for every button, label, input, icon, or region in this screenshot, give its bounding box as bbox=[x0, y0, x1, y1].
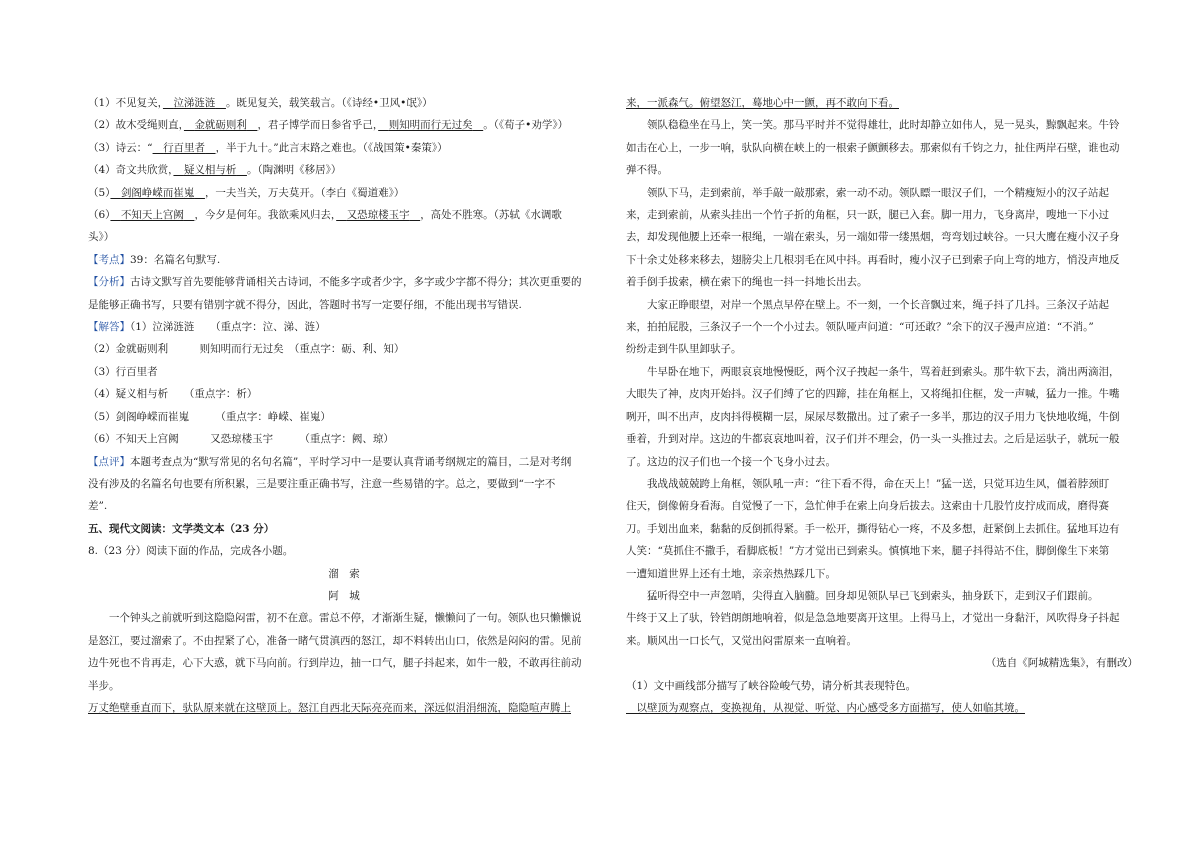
fenxi-line-2: 是能够正确书写，只要有错别字就不得分，因此，答题时书写一定要仔细，不能出现书写错误. bbox=[88, 298, 522, 311]
paragraph-line: 如击在心上，一步一响，驮队向横在峡上的一根索子颤颤移去。那索似有千钧之力，扯住两岸石壁，谁也动 bbox=[626, 141, 1120, 154]
line-text: （2）故木受绳则直， bbox=[88, 119, 184, 132]
question-line-1 bbox=[88, 92, 600, 114]
left-column bbox=[88, 92, 600, 719]
paragraph-line: 我战战兢兢跨上角框，领队吼一声：“往下看不得，命在天上！”猛一送，只觉耳边生风，僵着脖颈盯 bbox=[647, 477, 1110, 490]
question-line-6 bbox=[88, 204, 600, 226]
question-line-4 bbox=[88, 159, 600, 181]
paragraph-line: 来，走到索前，从索头挂出一个竹子折的角框，只一跃，腿已入套。脚一用力，飞身离岸，嗖地一下小过 bbox=[626, 209, 1109, 222]
answer-text: 则知明而行无过矣 bbox=[388, 119, 473, 132]
paragraph-line: 是怒江，要过溜索了。不由捏紧了心，准备一睹气贯滇西的怒江，却不料转出山口，依然是闷闷的雷。见前 bbox=[88, 634, 582, 647]
line-text: （5） bbox=[88, 186, 111, 199]
answer-text: 疑义相与析 bbox=[183, 164, 237, 177]
paragraph-line: 边牛死也不肯再走，心下大惑，就下马向前。行到岸边，抽一口气，腿子抖起来，如牛一般，不敢再往前动 bbox=[88, 657, 582, 670]
dianping-line bbox=[88, 451, 600, 473]
answer-text: 剑阁峥嵘而崔嵬 bbox=[120, 186, 195, 199]
dianping-line-2: 没有涉及的名篇名句也要有所积累，三是要注重正确书写，注意一些易错的字。总之，要做到“一字不 bbox=[88, 477, 556, 490]
dianping-line-3: 差”. bbox=[88, 500, 108, 513]
answer-blank bbox=[184, 119, 258, 131]
paragraph-line: 牛早卧在地下，两眼哀哀地慢慢眨，两个汉子拽起一条牛，骂着赶到索头。那牛软下去，淌出两滴泪， bbox=[647, 365, 1120, 378]
source-citation: （选自《阿城精选集》，有删改） bbox=[985, 657, 1138, 670]
line-text: （4）奇文共欣赏， bbox=[88, 164, 174, 177]
fenxi-tag: 【分析】 bbox=[88, 276, 130, 289]
jieda-line bbox=[88, 316, 600, 338]
sub-question-1-answer: 以壁顶为观察点，变换视角，从视觉、听觉、内心感受多方面描写，使人如临其境。 bbox=[626, 701, 1025, 714]
jieda-line-2: （2）金就砺则利 则知明而行无过矣 （重点字：砺、利、知） bbox=[88, 343, 405, 356]
fenxi-line bbox=[88, 271, 600, 293]
question-line-6-cont: 头》） bbox=[88, 231, 115, 244]
article-title: 溜 索 bbox=[328, 567, 360, 580]
paragraph-line: 咧开，叫不出声，皮肉抖得模糊一层，屎尿尽数撒出。过了索子一多半，那边的汉子用力飞快地收绳，牛倒 bbox=[626, 410, 1120, 423]
answer-text: 金就砺则利 bbox=[194, 119, 247, 132]
article-author: 阿 城 bbox=[328, 589, 360, 602]
paragraph-line: 大眼失了神，皮肉开始抖。汉子们缚了它的四蹄，挂在角框上，又将绳扣住框，发一声喊，猛力一推。牛嘴 bbox=[626, 388, 1120, 401]
paragraph-line: 来，拍拍屁股，三条汉子一个一个小过去。领队哑声问道：“可还敢？”余下的汉子漫声应道：“不消。” bbox=[626, 321, 1094, 334]
paragraph-line: 了。这边的汉子们也一个接一个飞身小过去。 bbox=[626, 455, 836, 468]
line-text: ，今夕是何年。我欲乘风归去， bbox=[194, 209, 337, 222]
answer-text: 行百里者 bbox=[163, 141, 206, 154]
line-text: 。（《荀子•劝学》） bbox=[483, 119, 569, 132]
line-text: （1）不见复关， bbox=[88, 97, 163, 109]
answer-blank bbox=[163, 97, 226, 109]
underlined-passage: 万丈绝壁垂直而下，驮队原来就在这壁顶上。怒江自西北天际亮亮而来，深远似涓涓细流，隐隐喧声腾上 bbox=[88, 701, 571, 714]
line-text: ，半于九十。”此言末路之难也。（《战国策•秦策》） bbox=[215, 141, 448, 154]
answer-blank bbox=[110, 187, 205, 199]
paragraph-line: 刀。手划出血来，黏黏的反倒抓得紧。手一松开，撕得钻心一疼，不及多想，赶紧倒上去抓住。猛地耳边有 bbox=[626, 522, 1120, 535]
line-text: ，高处不胜寒。（苏轼《水调歌 bbox=[420, 209, 562, 222]
answer-blank bbox=[336, 209, 420, 221]
paragraph-line: 住天，倒像俯身看海。自觉慢了一下，急忙伸手在索上向身后拔去。这索由十几股竹皮拧成而成，磨得赛 bbox=[626, 500, 1109, 513]
question-line-3 bbox=[88, 137, 600, 159]
paragraph-line: 领队下马，走到索前，举手敲一敲那索，索一动不动。领队瞟一眼汉子们，一个精瘦短小的汉子站起 bbox=[647, 186, 1109, 199]
question-8: 8.（23 分）阅读下面的作品，完成各小题。 bbox=[88, 545, 294, 558]
paragraph-line: 猛听得空中一声忽哨，尖得直入脑髓。回身却见领队早已飞到索头，抽身跃下，走到汉子们跟前。 bbox=[647, 589, 1099, 602]
line-text: ，君子博学而日参省乎己， bbox=[257, 119, 379, 132]
underlined-passage: 来，一派森气。俯望怒江，蓦地心中一颤，再不敢向下看。 bbox=[626, 97, 899, 109]
answer-text: 又恐琼楼玉宇 bbox=[346, 209, 410, 222]
answer-blank bbox=[110, 209, 194, 221]
paragraph-line: 来。顺风出一口长气，又觉出闷雷原来一直响着。 bbox=[626, 634, 857, 647]
answer-blank bbox=[378, 119, 483, 131]
answer-blank bbox=[173, 164, 247, 176]
paragraph-line: 半步。 bbox=[88, 679, 120, 692]
paragraph-line: 牛终于又上了驮，铃铛朗朗地响着，似是急急地要离开这里。上得马上，才觉出一身黏汗，风吹得身子抖起 bbox=[626, 612, 1120, 625]
paragraph-line: 垂着，升到对岸。这边的牛都哀哀地叫着，汉子们并不理会，仍一头一头推过去。之后是运驮子，就玩一般 bbox=[626, 433, 1120, 446]
paragraph-line: 着手倒手拔索，横在索下的绳也一抖一抖地长出去。 bbox=[626, 276, 868, 289]
kaodian-text: 39：名篇名句默写. bbox=[130, 253, 221, 266]
jieda-tag: 【解答】 bbox=[88, 321, 130, 334]
line-text: 。（陶渊明《移居》） bbox=[246, 164, 342, 177]
dianping-text: 本题考查点为“默写常见的名句名篇”，平时学习中一是要认真背诵考纲规定的篇目，二是对考纲 bbox=[130, 455, 572, 468]
paragraph-line: 大家正睁眼望，对岸一个黑点早停在壁上。不一刻，一个长音飘过来，绳子抖了几抖。三条汉子站起 bbox=[647, 298, 1109, 311]
line-text: （3）诗云：“ bbox=[88, 141, 153, 154]
jieda-line-6: （6）不知天上宫阙 又恐琼楼玉宇 （重点字：阙、琼） bbox=[88, 433, 394, 446]
kaodian-line bbox=[88, 249, 600, 271]
question-line-2 bbox=[88, 114, 600, 136]
fenxi-text: 古诗文默写首先要能够背诵相关古诗词，不能多字或者少字，多字或少字都不得分；其次更重要的 bbox=[130, 276, 582, 289]
dianping-tag: 【点评】 bbox=[88, 455, 130, 468]
paragraph-line: 一遭知道世界上还有土地，亲亲热热踩几下。 bbox=[626, 567, 836, 580]
answer-blank bbox=[153, 142, 216, 154]
paragraph-line: 纷纷走到牛队里卸驮子。 bbox=[626, 343, 742, 356]
section-heading: 五、现代文阅读：文学类文本（23 分） bbox=[88, 522, 275, 535]
paragraph-line: 下十余丈处移来移去，翅膀尖上几根羽毛在风中抖。再看时，瘦小汉子已到索子向上弯的地方，悄没声地反 bbox=[626, 253, 1120, 266]
answer-text: 不知天上宫阙 bbox=[120, 209, 184, 222]
paragraph-line: 弹不得。 bbox=[626, 164, 668, 177]
paragraph-line: 人笑：“莫抓住不撒手，看脚底板！”方才觉出已到索头。慎慎地下来，腿子抖得站不住，脚倒像生下来第 bbox=[626, 545, 1110, 558]
sub-question-1: （1）文中画线部分描写了峡谷险峻气势，请分析其表现特色。 bbox=[626, 679, 917, 692]
jieda-line-4: （4）疑义相与析 （重点字：析） bbox=[88, 388, 258, 401]
answer-text: 泣涕涟涟 bbox=[173, 97, 216, 109]
paragraph-line: 领队稳稳坐在马上，笑一笑。那马平时并不觉得雄壮，此时却静立如伟人，晃一晃头，黥飘起来。牛铃 bbox=[647, 119, 1120, 132]
kaodian-tag: 【考点】 bbox=[88, 253, 130, 266]
jieda-line-5: （5）剑阁峥嵘而崔嵬 （重点字：峥嵘、崔嵬） bbox=[88, 410, 331, 423]
line-text: ，一夫当关，万夫莫开。（李白《蜀道难》） bbox=[204, 186, 405, 199]
right-column bbox=[626, 92, 1138, 719]
paragraph-line: 一个钟头之前就听到这隐隐闷雷，初不在意。雷总不停，才渐渐生疑，懒懒问了一句。领队也只懒懒说 bbox=[109, 612, 582, 625]
jieda-text: （1）泣涕涟涟 （重点字：泣、涕、涟） bbox=[130, 321, 326, 334]
question-line-5 bbox=[88, 182, 600, 204]
line-text: （6） bbox=[88, 209, 111, 222]
jieda-line-3: （3）行百里者 bbox=[88, 365, 158, 378]
paragraph-line: 去，却发现他腰上还牵一根绳，一端在索头，另一端如带一缕黑烟，弯弯划过峡谷。一只大鹰在瘦小汉子身 bbox=[626, 231, 1120, 244]
line-text: 。既见复关，载笑载言。（《诗经•卫风•氓》） bbox=[225, 97, 433, 109]
